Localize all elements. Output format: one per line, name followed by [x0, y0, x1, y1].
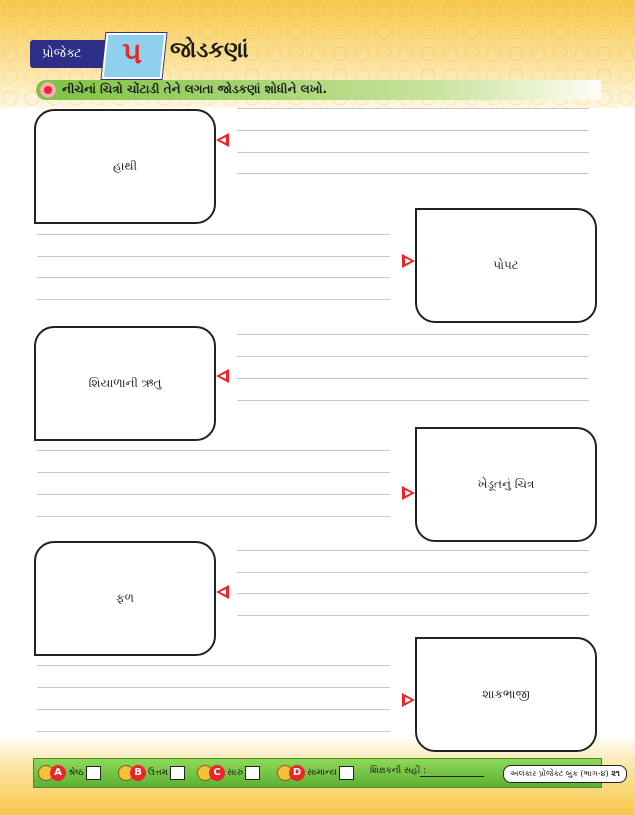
grade-checkbox-a[interactable] [86, 766, 101, 780]
picture-box-vegetables[interactable] [415, 637, 597, 752]
picture-box-parrot[interactable] [415, 208, 597, 323]
grade-a [38, 763, 101, 783]
picture-box-farmer[interactable] [415, 427, 597, 542]
grade-d [277, 763, 354, 783]
writing-line[interactable] [237, 152, 589, 153]
picture-box-label: ખેડૂતનું ચિત્ર [477, 477, 535, 491]
project-label: પ્રોજેક્ટ [30, 40, 126, 68]
grade-letter: D [289, 765, 305, 781]
picture-box-label: શાકભાજી [482, 687, 530, 701]
book-label: અલંકાર પ્રોજેક્ટ બુક (ભાગ-૪) [510, 769, 609, 778]
picture-box-label: હાથી [112, 159, 138, 173]
writing-line[interactable] [37, 731, 390, 732]
grade-letter: B [130, 765, 146, 781]
writing-line[interactable] [237, 108, 589, 109]
arrow-left-icon [216, 369, 229, 383]
project-number: ૫ [122, 36, 142, 71]
picture-box-elephant[interactable] [34, 109, 216, 224]
writing-line[interactable] [237, 356, 589, 357]
page-title: જોડકણાં [170, 38, 249, 63]
picture-box-label: ફળ [116, 591, 134, 605]
writing-line[interactable] [237, 572, 589, 573]
grade-checkbox-b[interactable] [170, 766, 185, 780]
writing-line[interactable] [37, 256, 390, 257]
arrow-left-icon [216, 133, 229, 147]
writing-line[interactable] [37, 687, 390, 688]
writing-line[interactable] [37, 450, 390, 451]
instruction-text: નીચેનાં ચિત્રો ચોંટાડી તેને લગતા જોડકણાં શોધીને લખો. [62, 82, 328, 96]
grade-label: સામાન્ય [307, 768, 337, 778]
writing-line[interactable] [237, 400, 589, 401]
arrow-right-icon [402, 486, 415, 500]
picture-box-winter[interactable] [34, 326, 216, 441]
writing-line[interactable] [237, 334, 589, 335]
signature-line[interactable] [420, 776, 484, 777]
arrow-left-icon [216, 585, 229, 599]
grade-b [118, 763, 185, 783]
grade-checkbox-d[interactable] [339, 766, 354, 780]
grade-label: સારું [227, 768, 244, 778]
writing-line[interactable] [237, 173, 589, 174]
page-number: ૨૧ [611, 769, 620, 778]
writing-line[interactable] [237, 593, 589, 594]
arrow-right-icon [402, 254, 415, 268]
writing-line[interactable] [237, 130, 589, 131]
grade-checkbox-c[interactable] [245, 766, 260, 780]
writing-line[interactable] [37, 299, 390, 300]
writing-line[interactable] [237, 615, 589, 616]
writing-line[interactable] [37, 494, 390, 495]
arrow-right-icon [402, 693, 415, 707]
grade-letter: C [209, 765, 225, 781]
writing-line[interactable] [237, 550, 589, 551]
picture-box-label: શિયાળાની ઋતુ [88, 376, 162, 390]
writing-line[interactable] [37, 472, 390, 473]
signature-label: શિક્ષકની સહી : [370, 766, 427, 776]
book-footer [503, 765, 627, 783]
writing-line[interactable] [37, 277, 390, 278]
grade-letter: A [50, 765, 66, 781]
writing-line[interactable] [237, 378, 589, 379]
picture-box-fruit[interactable] [34, 541, 216, 656]
target-bullet-icon [40, 82, 56, 98]
grade-c [197, 763, 260, 783]
grade-label: શ્રેષ્ઠ [68, 768, 84, 778]
picture-box-label: પોપટ [493, 258, 519, 272]
writing-line[interactable] [37, 665, 390, 666]
writing-line[interactable] [37, 234, 390, 235]
writing-line[interactable] [37, 516, 390, 517]
grade-label: ઉત્તમ [148, 768, 169, 778]
writing-line[interactable] [37, 709, 390, 710]
